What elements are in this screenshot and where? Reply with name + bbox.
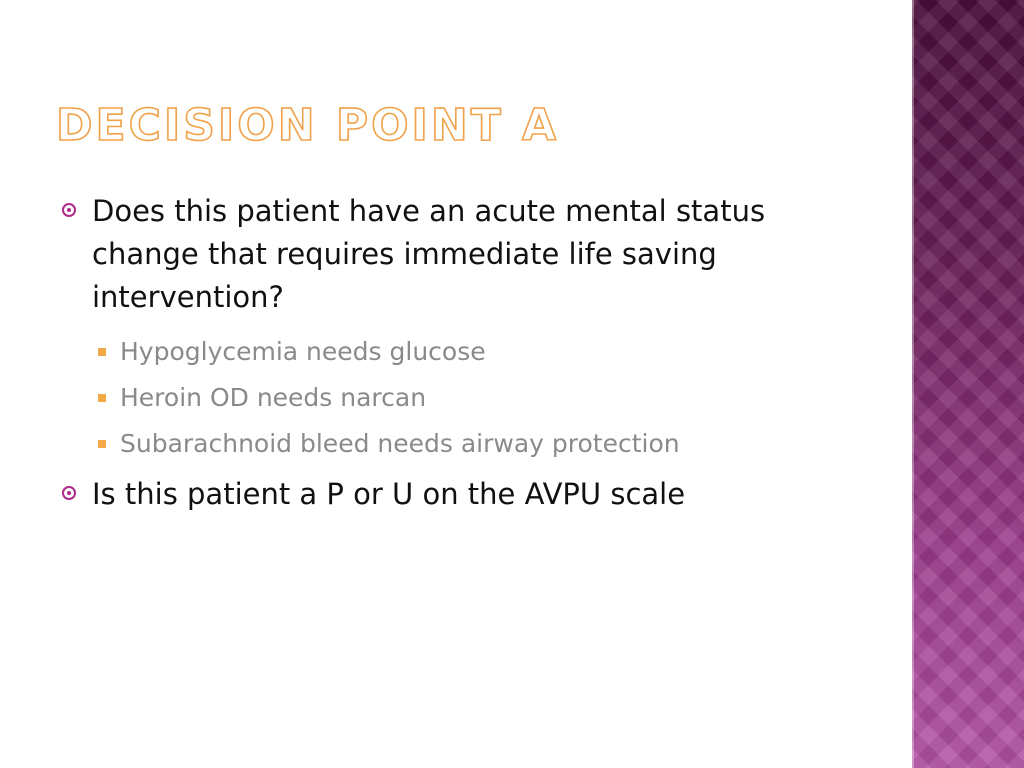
circle-bullet-icon	[62, 203, 76, 217]
bullet-text: Does this patient have an acute mental status change that requires immediate life saving intervention?	[92, 194, 766, 314]
sub-bullet-text: Heroin OD needs narcan	[120, 383, 427, 412]
square-bullet-icon	[98, 348, 106, 356]
sub-bullet-item	[60, 375, 880, 421]
slide-content	[60, 190, 880, 526]
square-bullet-icon	[98, 394, 106, 402]
bullet-item	[60, 190, 880, 319]
sub-bullet-item	[60, 421, 880, 467]
sub-bullet-item	[60, 329, 880, 375]
square-bullet-icon	[98, 440, 106, 448]
sub-bullet-list	[60, 329, 880, 467]
bullet-text: Is this patient a P or U on the AVPU scale	[92, 477, 686, 511]
decorative-side-band	[912, 0, 1024, 768]
bullet-item	[60, 473, 880, 516]
sub-bullet-text: Hypoglycemia needs glucose	[120, 337, 486, 366]
circle-bullet-icon	[62, 486, 76, 500]
sub-bullet-text: Subarachnoid bleed needs airway protection	[120, 429, 680, 458]
slide-title: DECISION POINT A	[56, 100, 560, 151]
